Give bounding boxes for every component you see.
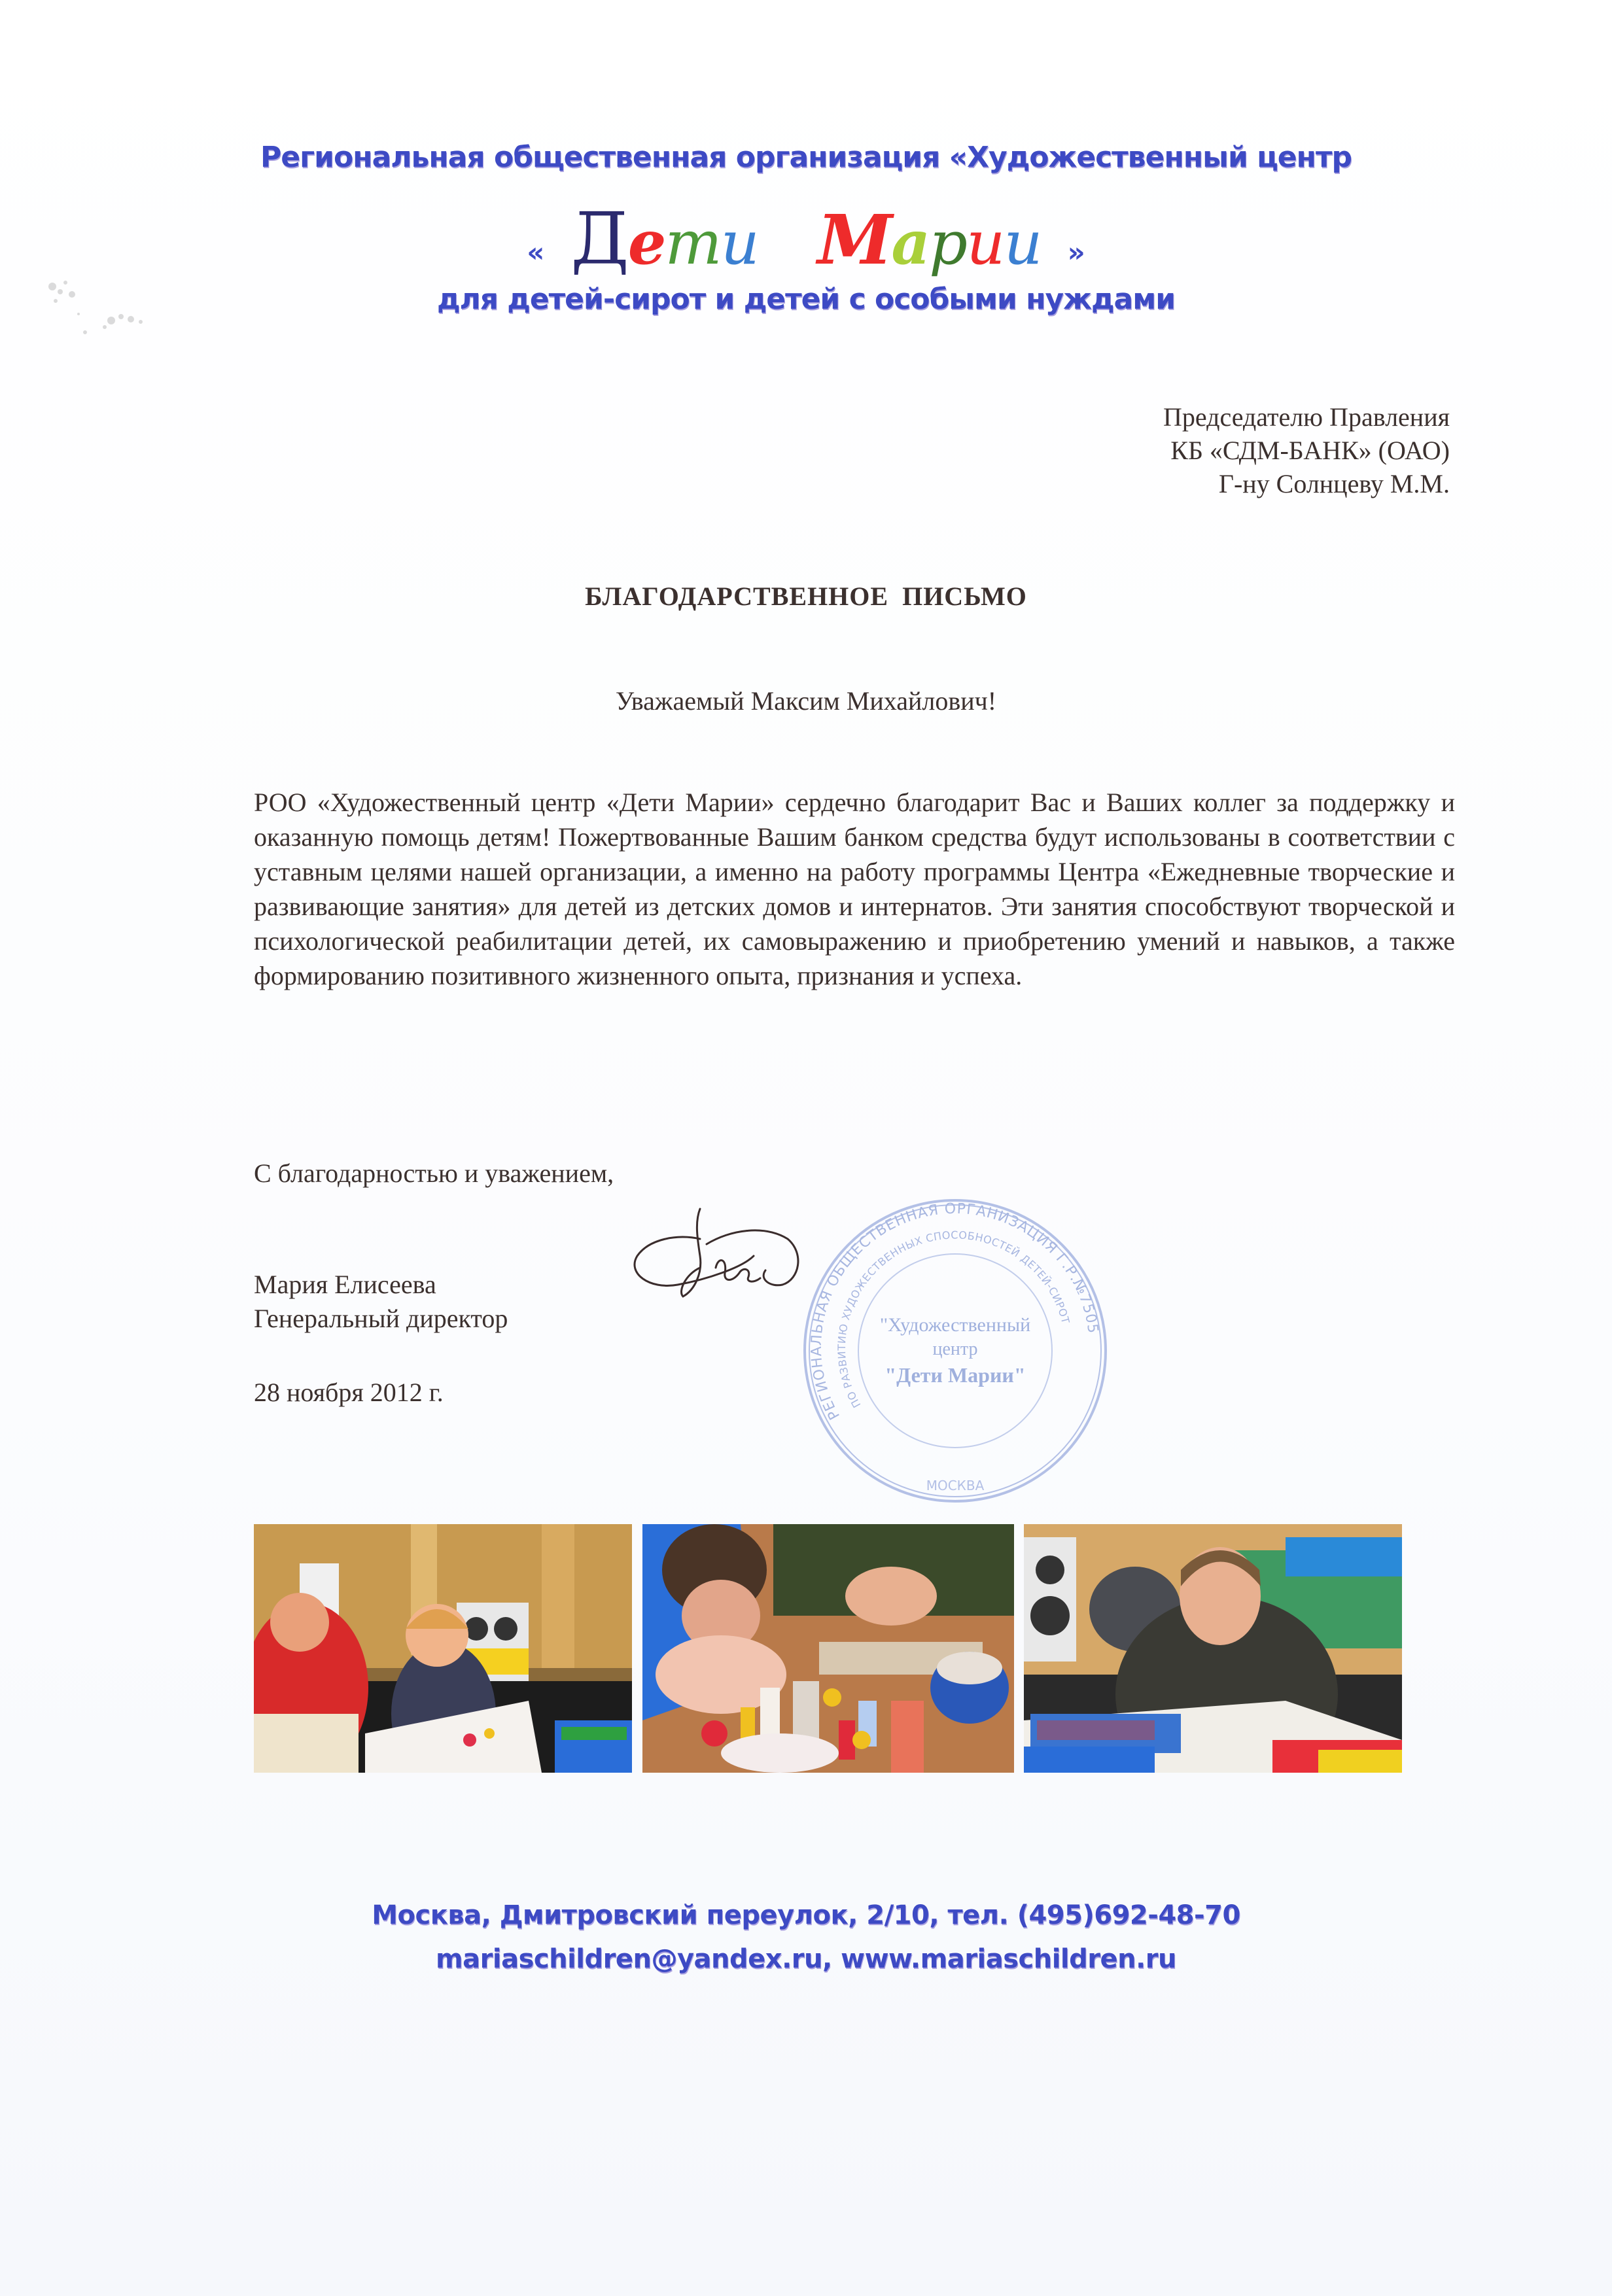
- logo-quote-open: «: [527, 236, 545, 268]
- closing-line: С благодарностью и уважением,: [254, 1158, 614, 1188]
- addressee-name: Г-ну Солнцеву М.М.: [1218, 469, 1450, 498]
- stamp-center-line2: центр: [932, 1339, 978, 1359]
- stamp-center: [870, 1295, 1040, 1406]
- document-title: БЛАГОДАРСТВЕННОЕ ПИСЬМО: [585, 582, 1027, 611]
- footer-separator: ,: [822, 1944, 841, 1974]
- letterhead-subtitle: для детей-сирот и детей с особыми нуждами: [436, 283, 1176, 316]
- logo-deti-marii: [570, 197, 1042, 281]
- photo-boy-painting: [1024, 1524, 1402, 1773]
- stamp-inner-text: ПО РАЗВИТИЮ ХУДОЖЕСТВЕННЫХ СПОСОБНОСТЕЙ ДЕТЕЙ-СИРОТ: [835, 1228, 1072, 1410]
- logo-letter: и: [720, 208, 758, 278]
- signer-title: Генеральный директор: [254, 1304, 508, 1333]
- logo-letter: р: [929, 208, 967, 278]
- logo-letter: М: [817, 200, 892, 280]
- logo-letter: а: [891, 207, 930, 278]
- signer-name: Мария Елисеева: [254, 1270, 436, 1299]
- stamp-center-line1: "Художественный: [879, 1314, 1031, 1336]
- logo-quote-close: »: [1067, 236, 1085, 268]
- footer-contacts: [0, 1944, 1612, 1974]
- photo-teen-with-paints: [642, 1524, 1014, 1773]
- footer-address: Москва, Дмитровский переулок, 2/10, тел. (495)692-48-70: [372, 1900, 1240, 1930]
- salutation: Уважаемый Максим Михайлович!: [615, 686, 997, 716]
- body-paragraph: РОО «Художественный центр «Дети Марии» сердечно благодарит Вас и Ваших коллег за поддержку и оказанную помощь детям! Пожертвованные Вашим банком средства будут использованы в соответствии с уставным целями нашей организации, а именно на работу программы Центра «Ежедневные творческие и развивающие занятия» для детей из детских домов и интернатов. Эти занятия способствуют творческой и психологической реабилитации детей, их самовыражению и приобретению умений и навыков, а также формированию позитивного жизненного опыта, признания и успеха.: [254, 788, 1455, 990]
- stamp-outer-text: РЕГИОНАЛЬНАЯ ОБЩЕСТВЕННАЯ ОРГАНИЗАЦИЯ Г.Р.№7505: [808, 1200, 1101, 1423]
- logo-letter: и: [1004, 208, 1042, 278]
- letter-date: 28 ноября 2012 г.: [254, 1378, 444, 1407]
- logo-letter: Д: [570, 197, 628, 281]
- logo-letter: е: [627, 207, 665, 278]
- addressee-company: КБ «СДМ-БАНК» (ОАО): [1170, 436, 1450, 465]
- addressee-position: Председателю Правления: [1163, 402, 1450, 432]
- organization-stamp: [798, 1197, 1112, 1505]
- letterhead-logo-row: [0, 190, 1612, 281]
- stamp-center-line3: "Дети Марии": [885, 1363, 1026, 1387]
- logo-letter: и: [966, 208, 1004, 278]
- footer-website-link[interactable]: www.mariaschildren.ru: [841, 1944, 1176, 1974]
- letterhead-org-line: Региональная общественная организация «Художественный центр: [260, 141, 1352, 174]
- signature: [615, 1204, 811, 1308]
- photo-children-painting: [254, 1524, 632, 1773]
- footer-email-link[interactable]: mariaschildren@yandex.ru: [435, 1944, 822, 1974]
- stamp-city: МОСКВА: [926, 1478, 985, 1493]
- addressee-block: [1163, 400, 1450, 500]
- logo-letter: т: [665, 208, 721, 278]
